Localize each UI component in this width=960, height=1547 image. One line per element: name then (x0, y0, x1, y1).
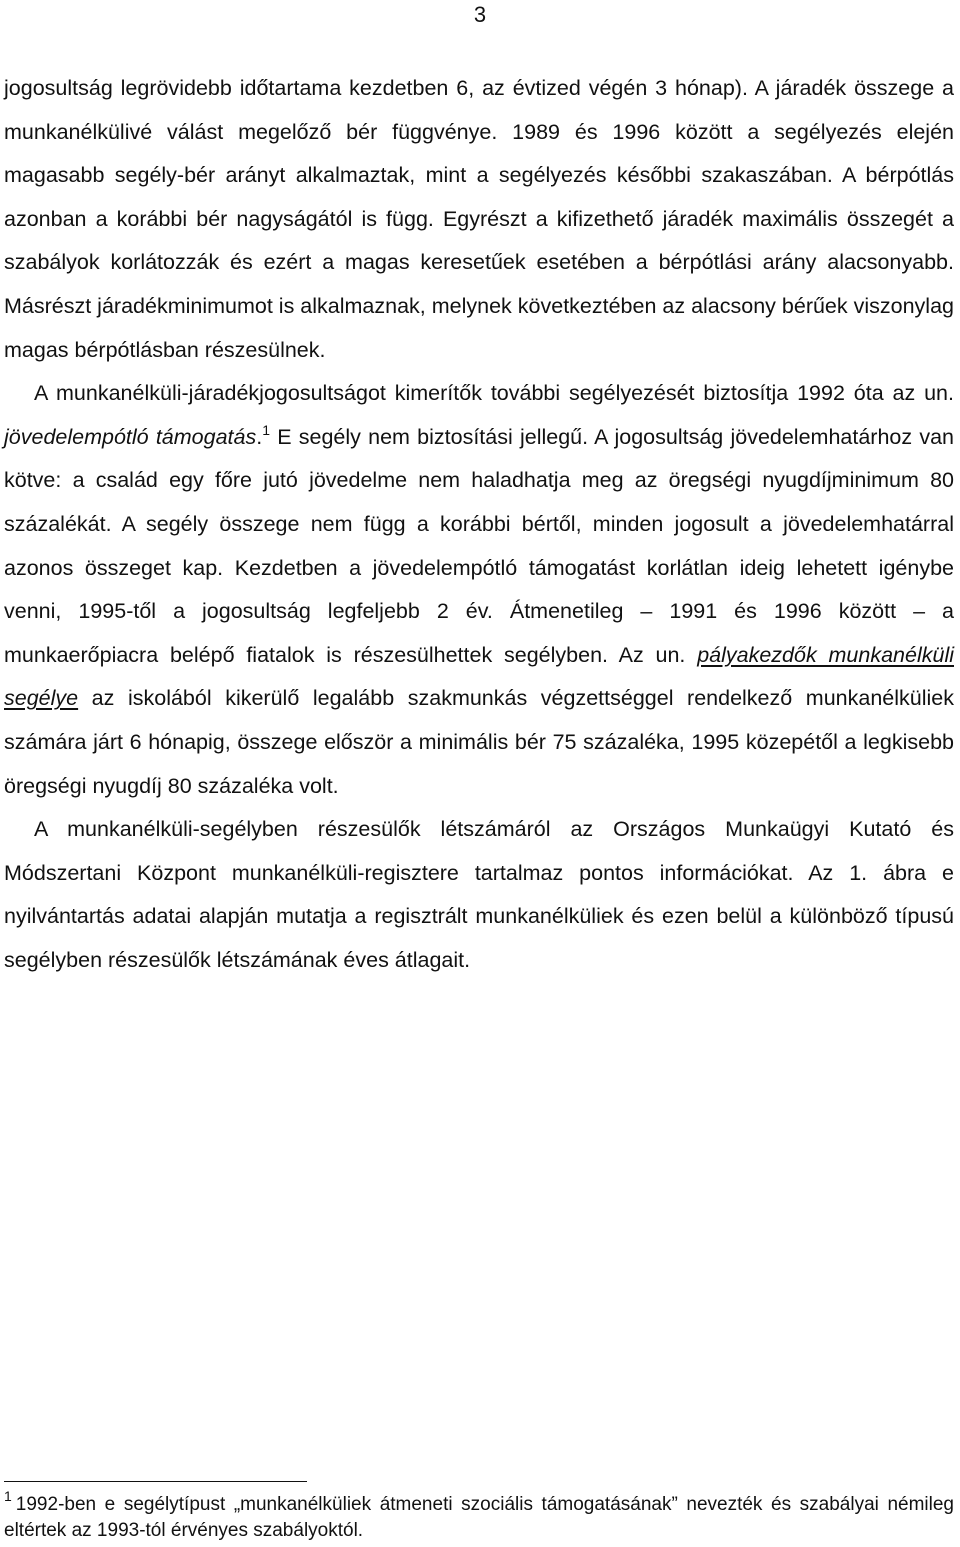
footnote-reference[interactable]: 1 (262, 421, 271, 438)
term-palyakezdok-munkanelkuli-segelye: pályakezdők munkanélküli segélye (4, 642, 954, 711)
footnote-text: 1992-ben e segélytípust „munkanélküliek átmeneti szociális támogatásának” nevezték és szabályai némileg eltértek az 1993-tól érvényes szabályoktól. (4, 1494, 954, 1541)
body-text (4, 67, 954, 982)
paragraph-2 (4, 372, 954, 808)
paragraph-2-text-c: az iskolából kikerülő legalább szakmunkás végzettséggel rendelkező munkanélküliek számára járt 6 hónapig, összege először a minimális bér 75 százaléka, 1995 közepétől a legkisebb öregségi nyugdíj 80 százaléka volt. (4, 686, 954, 798)
paragraph-3-text: A munkanélküli-segélyben részesülők létszámáról az Országos Munkaügyi Kutató és Módszertani Központ munkanélküli-regisztere tartalmaz pontos információkat. Az 1. ábra e nyilvántartás adatai alapján mutatja a regisztrált munkanélküliek és ezen belül a különböző típusú segélyben részesülők létszámának éves átlagait. (4, 817, 954, 972)
footnote-marker: 1 (4, 1488, 12, 1504)
footnote (4, 1488, 954, 1544)
paragraph-1 (4, 67, 954, 372)
page-number: 3 (473, 2, 487, 27)
paragraph-1-text: jogosultság legrövidebb időtartama kezdetben 6, az évtized végén 3 hónap). A járadék összege a munkanélkülivé válást megelőző bér függvénye. 1989 és 1996 között a segélyezés elején magasabb segély-bér arányt alkalmaztak, mint a segélyezés későbbi szakaszában. A bérpótlás azonban a korábbi bér nagyságától is függ. Egyrészt a kifizethető járadék maximális összegét a szabályok korlátozzák és ezért a magas keresetűek esetében a bérpótlási arány alacsonyabb. Másrészt járadékminimumot is alkalmaznak, melynek következtében az alacsony bérűek viszonylag magas bérpótlásban részesülnek. (4, 76, 954, 362)
term-jovedelempotlo-tamogatas: jövedelempótló támogatás (4, 424, 257, 449)
footnote-separator (4, 1481, 307, 1482)
paragraph-2-text-a: A munkanélküli-járadékjogosultságot kimerítők további segélyezését biztosítja 1992 óta az un. (34, 381, 954, 406)
period: . (256, 424, 263, 449)
paragraph-2-text-b: E segély nem biztosítási jellegű. A jogosultság jövedelemhatárhoz van kötve: a család egy főre jutó jövedelme nem haladhatja meg az öregségi nyugdíjminimum 80 százalékát. A segély összege nem függ a korábbi bértől, minden jogosult a jövedelemhatárral azonos összeget kap. Kezdetben a jövedelempótló támogatást korlátlan ideig lehetett igénybe venni, 1995-től a jogosultság legfeljebb 2 év. Átmenetileg – 1991 és 1996 között – a munkaerőpiacra belépő fiatalok is részesülhettek segélyben. Az un. (4, 424, 954, 667)
paragraph-3 (4, 808, 954, 982)
